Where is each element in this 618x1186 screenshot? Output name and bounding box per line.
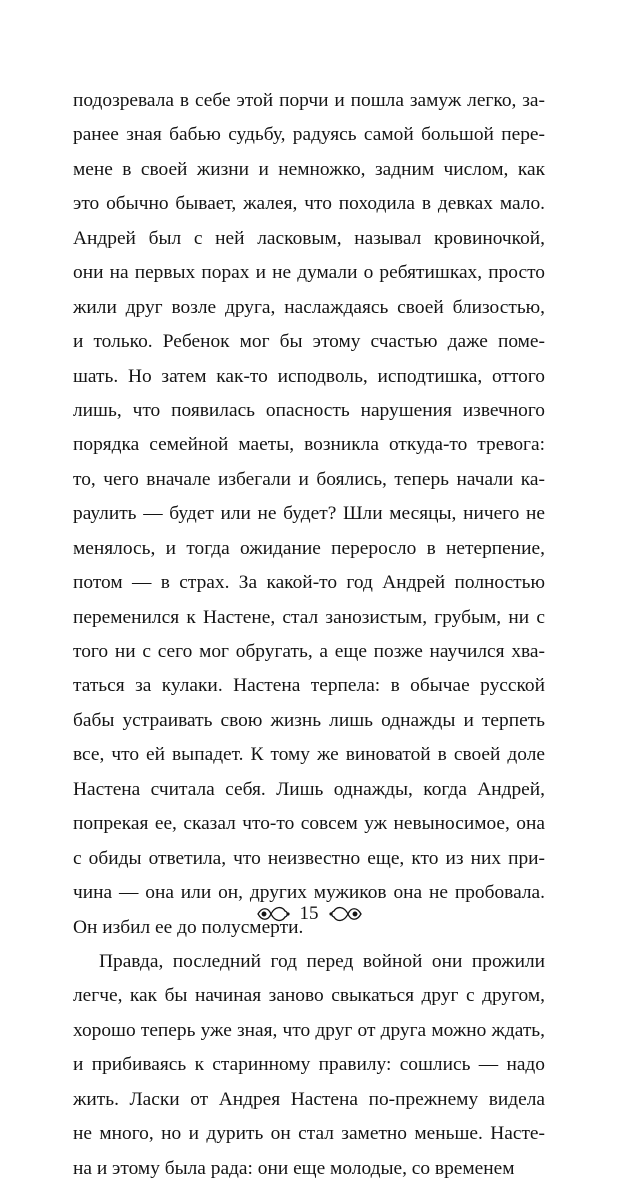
text-line: то, чего вначале избегали и боялись, теперь начали ка- [73, 468, 545, 490]
floral-ornament-icon [329, 901, 363, 927]
text-line: раулить — будет или не будет? Шли месяцы, ничего не [73, 503, 545, 525]
text-line: мене в своей жизни и немножко, задним числом, как [73, 158, 545, 180]
text-line: на и этому была рада: они еще молодые, со временем [73, 1157, 515, 1179]
text-line: бабы устраивать свою жизнь лишь однажды и терпеть [73, 709, 545, 731]
text-line: и только. Ребенок мог бы этому счастью даже поме- [73, 331, 545, 353]
floral-ornament-icon [256, 901, 290, 927]
paragraph-2 [73, 945, 545, 1186]
text-line: ранее зная бабью судьбу, радуясь самой большой пере- [73, 124, 545, 146]
text-line: переменился к Настене, стал занозистым, грубым, ни с [73, 606, 545, 628]
text-line: чина — она или он, других мужиков она не пробовала. [73, 882, 545, 904]
text-line: потом — в страх. За какой-то год Андрей полностью [73, 572, 545, 594]
text-line: не много, но и дурить он стал заметно меньше. Насте- [73, 1123, 545, 1145]
text-line: Правда, последний год перед войной они прожили [99, 950, 545, 972]
text-line: таться за кулаки. Настена терпела: в обычае русской [73, 675, 545, 697]
text-line: они на первых порах и не думали о ребятишках, просто [73, 262, 545, 284]
paragraph-1 [73, 84, 545, 945]
page-number: 15 [299, 903, 319, 924]
text-line: жить. Ласки от Андрея Настена по-прежнему видела [73, 1088, 545, 1110]
text-line: Он избил ее до полусмерти. [73, 916, 304, 938]
text-line: жили друг возле друга, наслаждаясь своей близостью, [73, 296, 545, 318]
text-line: все, что ей выпадет. К тому же виноватой в своей доле [73, 744, 545, 766]
text-line: шать. Но затем как-то исподволь, исподтишка, оттого [73, 365, 545, 387]
text-line: и прибиваясь к старинному правилу: сошлись — надо [73, 1054, 545, 1076]
text-line: лишь, что появилась опасность нарушения извечного [73, 399, 545, 421]
text-line: с обиды ответила, что неизвестно еще, кто из них при- [73, 847, 545, 869]
text-line: того ни с сего мог обругать, а еще позже научился хва- [73, 641, 545, 662]
text-line: менялось, и тогда ожидание переросло в нетерпение, [73, 537, 545, 559]
text-line: порядка семейной маеты, возникла откуда-то тревога: [73, 434, 545, 456]
text-line: хорошо теперь уже зная, что друг от друга можно ждать, [73, 1019, 545, 1041]
text-line: подозревала в себе этой порчи и пошла замуж легко, за- [73, 90, 545, 111]
text-line: это обычно бывает, жалея, что походила в девках мало. [73, 193, 545, 215]
text-line: Андрей был с ней ласковым, называл кровиночкой, [73, 227, 545, 249]
text-line: попрекая ее, сказал что-то совсем уж невыносимое, она [73, 813, 545, 835]
body-text [73, 84, 545, 1186]
text-line: Настена считала себя. Лишь однажды, когда Андрей, [73, 778, 545, 800]
page-footer [0, 892, 618, 936]
text-line: легче, как бы начиная заново свыкаться друг с другом, [73, 985, 545, 1007]
